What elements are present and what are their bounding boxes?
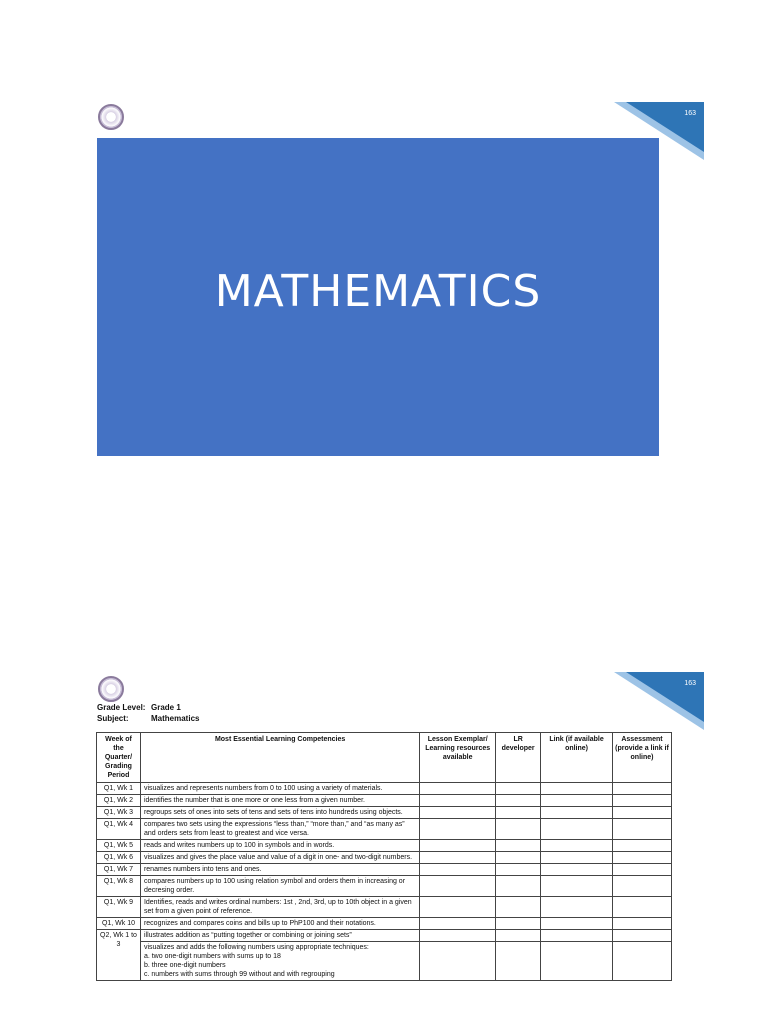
competency-cell: recognizes and compares coins and bills up to PhP100 and their notations.: [140, 918, 419, 930]
melc-table: [96, 732, 672, 981]
competency-line: b. three one-digit numbers: [143, 962, 226, 969]
table-row: [97, 783, 672, 795]
table-row: [97, 864, 672, 876]
link-cell: [541, 930, 613, 942]
assessment-cell: [612, 942, 671, 981]
header-link: Link (if available online): [541, 733, 613, 783]
link-cell: [541, 807, 613, 819]
header-lr-developer: LR developer: [496, 733, 541, 783]
competency-cell: identifies the number that is one more or one less from a given number.: [140, 795, 419, 807]
lesson-cell: [420, 897, 496, 918]
competency-line: a. two one-digit numbers with sums up to 18: [143, 953, 281, 960]
competency-cell: visualizes and gives the place value and value of a digit in one- and two-digit numbers.: [140, 852, 419, 864]
lr-cell: [496, 852, 541, 864]
lr-cell: [496, 840, 541, 852]
table-row: [97, 930, 672, 942]
lr-cell: [496, 930, 541, 942]
lesson-cell: [420, 942, 496, 981]
assessment-cell: [612, 876, 671, 897]
lr-cell: [496, 819, 541, 840]
lr-cell: [496, 942, 541, 981]
competency-cell: reads and writes numbers up to 100 in symbols and in words.: [140, 840, 419, 852]
competency-cell: Identifies, reads and writes ordinal numbers: 1st , 2nd, 3rd, up to 10th object in a given set from a given point of reference.: [140, 897, 419, 918]
competency-line: visualizes and adds the following numbers using appropriate techniques:: [143, 944, 369, 951]
deped-seal-logo-icon: [98, 104, 124, 130]
banner-title: MATHEMATICS: [214, 266, 542, 317]
assessment-cell: [612, 864, 671, 876]
lesson-cell: [420, 930, 496, 942]
table-row: [97, 807, 672, 819]
week-cell: Q1, Wk 5: [97, 840, 141, 852]
table-row: [97, 795, 672, 807]
competency-line: c. numbers with sums through 99 without and with regrouping: [143, 971, 335, 978]
lesson-cell: [420, 783, 496, 795]
lr-cell: [496, 783, 541, 795]
week-cell: Q1, Wk 8: [97, 876, 141, 897]
lesson-cell: [420, 795, 496, 807]
assessment-cell: [612, 783, 671, 795]
week-cell: Q1, Wk 10: [97, 918, 141, 930]
link-cell: [541, 897, 613, 918]
week-cell: Q1, Wk 1: [97, 783, 141, 795]
grade-level-value: Grade 1: [151, 703, 181, 712]
lesson-cell: [420, 807, 496, 819]
week-cell: Q2, Wk 1 to 3: [97, 930, 141, 981]
link-cell: [541, 918, 613, 930]
lr-cell: [496, 864, 541, 876]
competency-cell: [140, 942, 419, 981]
lesson-cell: [420, 819, 496, 840]
lesson-cell: [420, 876, 496, 897]
competency-cell: renames numbers into tens and ones.: [140, 864, 419, 876]
week-cell: Q1, Wk 4: [97, 819, 141, 840]
week-cell: Q1, Wk 2: [97, 795, 141, 807]
assessment-cell: [612, 807, 671, 819]
week-cell: Q1, Wk 7: [97, 864, 141, 876]
deped-seal-logo-icon: [98, 676, 124, 702]
assessment-cell: [612, 795, 671, 807]
table-row: [97, 852, 672, 864]
table-row: [97, 942, 672, 981]
week-cell: Q1, Wk 6: [97, 852, 141, 864]
link-cell: [541, 852, 613, 864]
title-banner: [97, 138, 659, 456]
table-row: [97, 819, 672, 840]
subject-label: Subject:: [97, 714, 129, 723]
lesson-cell: [420, 840, 496, 852]
competency-cell: compares numbers up to 100 using relation symbol and orders them in increasing or decresing order.: [140, 876, 419, 897]
subject-value: Mathematics: [151, 714, 200, 723]
lr-cell: [496, 918, 541, 930]
competency-cell: compares two sets using the expressions “less than,” “more than,” and “as many as” and orders sets from least to greatest and vice versa.: [140, 819, 419, 840]
header-competencies: Most Essential Learning Competencies: [140, 733, 419, 783]
week-cell: Q1, Wk 9: [97, 897, 141, 918]
assessment-cell: [612, 897, 671, 918]
header-assessment: Assessment (provide a link if online): [612, 733, 671, 783]
link-cell: [541, 876, 613, 897]
grade-level-label: Grade Level:: [97, 703, 146, 712]
table-row: [97, 876, 672, 897]
competency-cell: illustrates addition as “putting together or combining or joining sets”: [140, 930, 419, 942]
link-cell: [541, 819, 613, 840]
lr-cell: [496, 795, 541, 807]
week-cell: Q1, Wk 3: [97, 807, 141, 819]
lr-cell: [496, 807, 541, 819]
header-lesson-exemplar: Lesson Exemplar/ Learning resources available: [420, 733, 496, 783]
lr-cell: [496, 897, 541, 918]
lesson-cell: [420, 918, 496, 930]
page-number: 163: [684, 110, 696, 117]
assessment-cell: [612, 840, 671, 852]
lr-cell: [496, 876, 541, 897]
document-meta: [97, 702, 199, 724]
table-row: [97, 840, 672, 852]
assessment-cell: [612, 852, 671, 864]
lesson-cell: [420, 852, 496, 864]
lesson-cell: [420, 864, 496, 876]
page-number: 163: [684, 680, 696, 687]
table-row: [97, 897, 672, 918]
assessment-cell: [612, 930, 671, 942]
link-cell: [541, 783, 613, 795]
link-cell: [541, 942, 613, 981]
competency-cell: regroups sets of ones into sets of tens and sets of tens into hundreds using objects.: [140, 807, 419, 819]
assessment-cell: [612, 819, 671, 840]
assessment-cell: [612, 918, 671, 930]
link-cell: [541, 840, 613, 852]
link-cell: [541, 864, 613, 876]
competency-cell: visualizes and represents numbers from 0 to 100 using a variety of materials.: [140, 783, 419, 795]
link-cell: [541, 795, 613, 807]
table-header-row: [97, 733, 672, 783]
page-2: [0, 660, 768, 1024]
header-week: Week of the Quarter/ Grading Period: [97, 733, 141, 783]
table-row: [97, 918, 672, 930]
